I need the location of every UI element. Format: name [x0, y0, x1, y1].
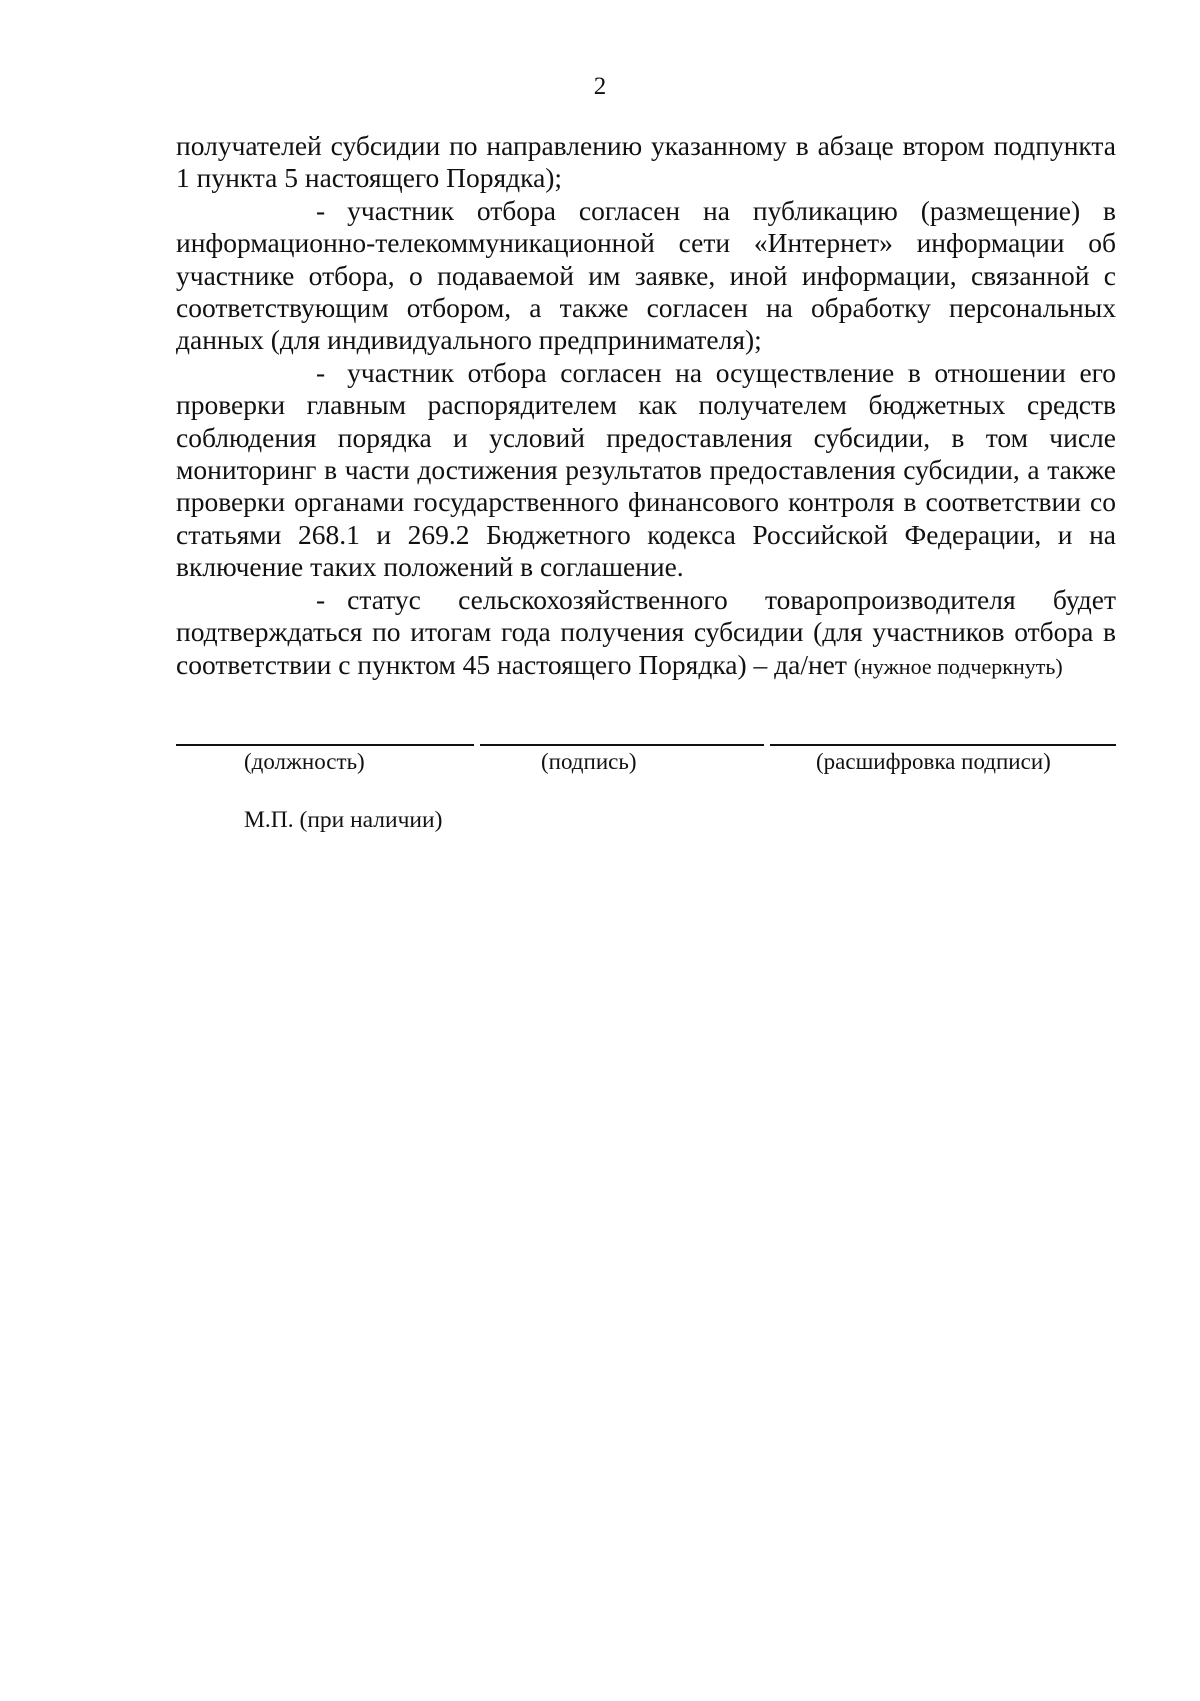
signature-decoding-label: (расшифровка подписи) — [816, 749, 1051, 774]
page-number: 2 — [593, 73, 607, 100]
paragraph-text: участник отбора согласен на публикацию (размещение) в информационно-телекоммуникационной сети «Интернет» информации об участнике отбора, о подаваемой им заявке, иной информации, связанной с соответствующим отбором, а также согласен на обработку персональных данных (для индивидуального предпринимателя); — [176, 194, 1116, 356]
signature-label: (подпись) — [541, 749, 637, 774]
decoding-line — [770, 744, 1116, 746]
list-dash: - — [316, 194, 326, 226]
document-body — [176, 130, 1116, 683]
position-label: (должность) — [244, 749, 365, 774]
paragraph-publication-consent — [176, 195, 1116, 357]
underline-note: (нужное подчеркнуть) — [853, 653, 1063, 679]
paragraph-text: участник отбора согласен на осуществление в отношении его проверки главным распорядителем как получателем бюджетных средств соблюдения порядка и условий предоставления субсидии, в том числе мониторинг в части достижения результатов предоставления субсидии, а также проверки органами государственного финансового контроля в соответствии со статьями 268.1 и 269.2 Бюджетного кодекса Российской Федерации, и на включение таких положений в соглашение. — [176, 356, 1116, 583]
list-dash: - — [316, 356, 326, 388]
position-line — [176, 744, 474, 746]
paragraph-inspection-consent — [176, 357, 1116, 584]
stamp-note: М.П. (при наличии) — [244, 807, 443, 833]
paragraph-text: получателей субсидии по направлению указанному в абзаце втором подпункта 1 пункта 5 настоящего Порядка); — [176, 130, 1116, 194]
paragraph-continuation — [176, 130, 1116, 195]
paragraph-text: статус сельскохозяйственного товаропроизводителя будет подтверждаться по итогам года получения субсидии (для участников отбора в соответствии с пунктом 45 настоящего Порядка) – да/нет — [176, 583, 1116, 680]
signature-lines — [176, 744, 1116, 746]
list-dash: - — [316, 583, 326, 615]
paragraph-producer-status — [176, 584, 1116, 683]
signature-line — [480, 744, 764, 746]
